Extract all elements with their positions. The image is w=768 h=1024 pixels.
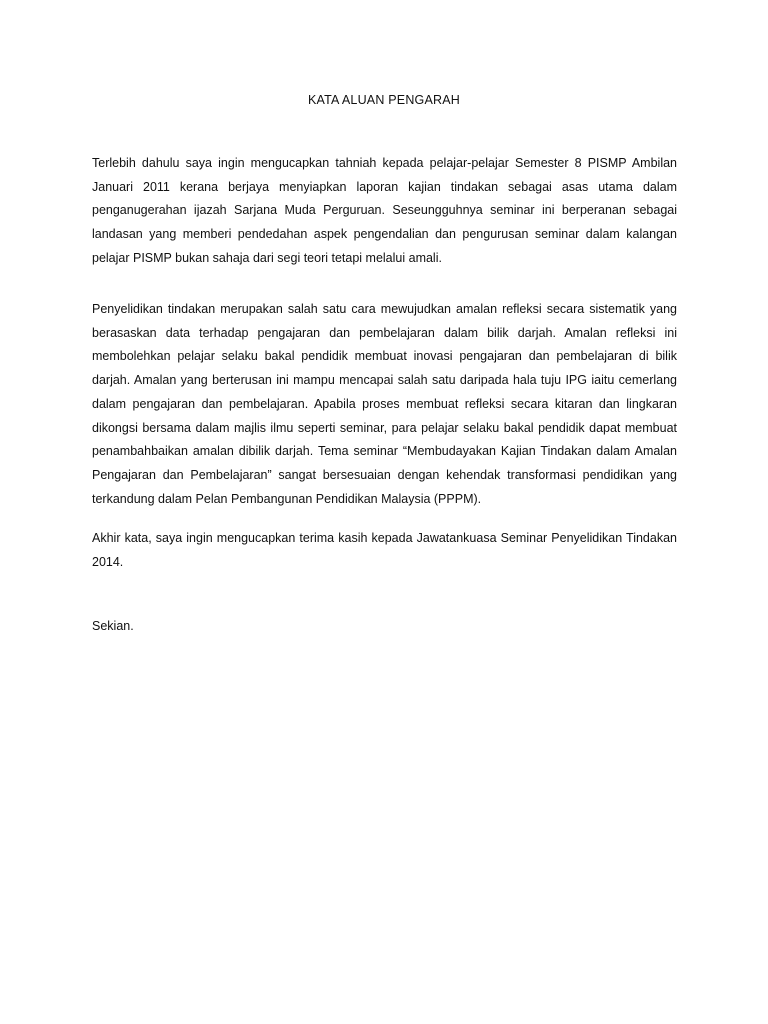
paragraph-introduction: Terlebih dahulu saya ingin mengucapkan tahniah kepada pelajar-pelajar Semester 8 PISMP Ambilan Januari 2011 kerana berjaya menyiapkan laporan kajian tindakan sebagai asas utama dalam penganugerahan ijazah Sarjana Muda Perguruan. Seseungguhnya seminar ini berperanan sebagai landasan yang memberi pendedahan aspek pengendalian dan pengurusan seminar dalam kalangan pelajar PISMP bukan sahaja dari segi teori tetapi melalui amali. [92,156,677,265]
paragraph-action-research: Penyelidikan tindakan merupakan salah satu cara mewujudkan amalan refleksi secara sistematik yang berasaskan data terhadap pengajaran dan pembelajaran dalam bilik darjah. Amalan refleksi ini membolehkan pelajar selaku bakal pendidik membuat inovasi pengajaran dan pembelajaran di bilik darjah. Amalan yang berterusan ini mampu mencapai salah satu daripada hala tuju IPG iaitu cemerlang dalam pengajaran dan pembelajaran. Apabila proses membuat refleksi secara kitaran dan lingkaran dikongsi bersama dalam majlis ilmu seperti seminar, para pelajar selaku bakal pendidik dapat membuat penambahbaikan amalan dibilik darjah. Tema seminar “Membudayakan Kajian Tindakan dalam Amalan Pengajaran dan Pembelajaran” sangat bersesuaian dengan kehendak transformasi pendidikan yang terkandung dalam Pelan Pembangunan Pendidikan Malaysia (PPPM). [92,302,677,506]
paragraph-closing: Sekian. [92,619,134,633]
paragraph-thanks: Akhir kata, saya ingin mengucapkan terima kasih kepada Jawatankuasa Seminar Penyelidikan Tindakan 2014. [92,531,677,569]
page-title: KATA ALUAN PENGARAH [308,93,460,107]
